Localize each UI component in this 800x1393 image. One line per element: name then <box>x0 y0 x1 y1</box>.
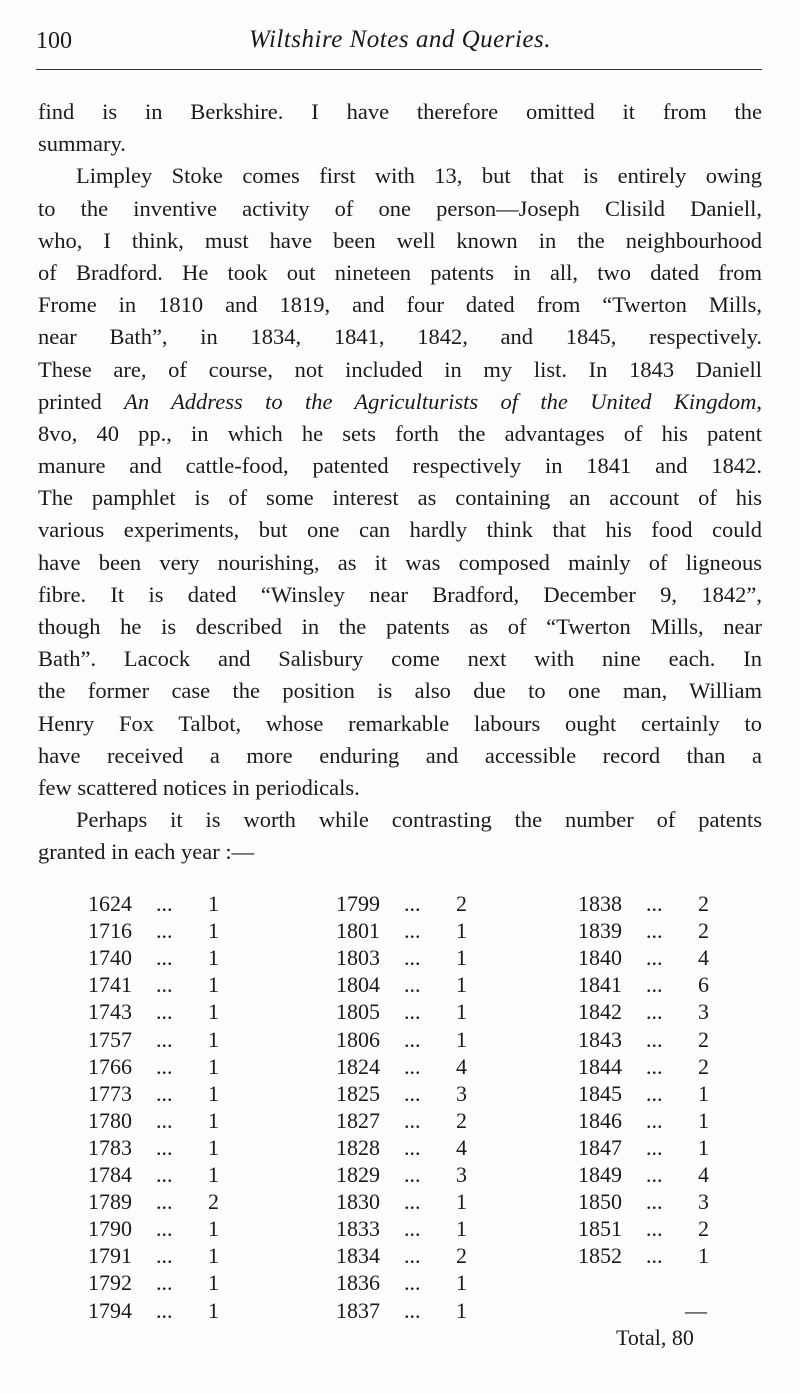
table-row <box>88 1188 228 1215</box>
table-row <box>336 1297 476 1324</box>
year: 1803 <box>336 945 380 971</box>
patent-count: 2 <box>208 1189 219 1215</box>
leader-dots: ... <box>156 1053 173 1079</box>
year: 1828 <box>336 1134 380 1160</box>
patent-count: 1 <box>208 1107 219 1133</box>
leader-dots: ... <box>404 1107 421 1133</box>
table-row <box>336 917 476 944</box>
leader-dots: ... <box>404 1189 421 1215</box>
text-segment: Perhaps it is worth while contrasting the number of patents <box>76 807 762 833</box>
text-segment: Henry Fox Talbot, whose remarkable labours ought certainly to <box>38 710 762 736</box>
text-line <box>38 225 762 257</box>
table-row <box>336 1269 476 1296</box>
leader-dots: ... <box>156 972 173 998</box>
table-row <box>336 1080 476 1107</box>
year: 1825 <box>336 1080 380 1106</box>
body-text <box>38 96 762 869</box>
leader-dots: ... <box>156 999 173 1025</box>
text-segment: Frome in 1810 and 1819, and four dated from “Twerton Mills, <box>38 292 762 318</box>
text-line <box>38 321 762 353</box>
patent-count: 4 <box>456 1134 467 1160</box>
text-segment: granted in each year :— <box>38 839 255 865</box>
patent-count: 1 <box>208 1297 219 1323</box>
patent-count: 1 <box>698 1080 709 1106</box>
table-row <box>88 944 228 971</box>
year: 1801 <box>336 918 380 944</box>
table-row <box>578 1026 718 1053</box>
patent-count: 4 <box>456 1053 467 1079</box>
patent-count: 3 <box>456 1162 467 1187</box>
table-row <box>88 917 228 944</box>
text-segment: find is in Berkshire. I have therefore omitted it from the <box>38 99 762 124</box>
text-segment: 8vo, 40 pp., in which he sets forth the advantages of his patent <box>38 420 762 446</box>
leader-dots: ... <box>646 1189 663 1215</box>
table-row <box>88 1107 228 1134</box>
patent-count: 1 <box>208 999 219 1025</box>
patent-count: 2 <box>698 1026 709 1052</box>
year: 1624 <box>88 891 132 916</box>
leader-dots: ... <box>156 1297 173 1323</box>
year: 1784 <box>88 1162 132 1187</box>
table-row <box>88 1080 228 1107</box>
patent-count: 1 <box>208 1162 219 1187</box>
patent-count: 1 <box>698 1107 709 1133</box>
patent-count: 3 <box>456 1080 467 1106</box>
text-line <box>38 257 762 289</box>
year: 1804 <box>336 972 380 998</box>
patent-count: 1 <box>456 918 467 944</box>
year: 1852 <box>578 1243 622 1269</box>
leader-dots: ... <box>404 891 421 916</box>
text-segment: The pamphlet is of some interest as containing an account of his <box>38 485 762 511</box>
patent-count: 1 <box>456 999 467 1025</box>
table-row <box>578 1134 718 1161</box>
table-row <box>336 1188 476 1215</box>
text-segment: printed <box>38 388 125 414</box>
text-line <box>38 675 762 707</box>
table-row <box>336 1053 476 1080</box>
text-segment: to the inventive activity of one person—Joseph Clisild Daniell, <box>38 195 762 221</box>
text-segment: few scattered notices in periodicals. <box>38 774 360 800</box>
year: 1842 <box>578 999 622 1025</box>
leader-dots: ... <box>646 918 663 944</box>
table-row <box>336 1161 476 1188</box>
leader-dots: ... <box>404 1297 421 1323</box>
year: 1841 <box>578 972 622 998</box>
patent-count: 2 <box>698 1216 709 1242</box>
table-row <box>578 917 718 944</box>
year: 1799 <box>336 891 380 916</box>
leader-dots: ... <box>404 945 421 971</box>
table-row <box>336 1242 476 1269</box>
patent-count: 3 <box>698 999 709 1025</box>
text-segment: These are, of course, not included in my list. In 1843 Daniell <box>38 356 762 382</box>
table-row <box>88 890 228 917</box>
table-row <box>578 1242 718 1269</box>
leader-dots: ... <box>404 1053 421 1079</box>
text-line <box>38 643 762 675</box>
patent-count: 1 <box>456 1026 467 1052</box>
leader-dots: ... <box>646 1134 663 1160</box>
table-row <box>336 944 476 971</box>
patent-count: 1 <box>456 1270 467 1296</box>
year: 1833 <box>336 1216 380 1242</box>
leader-dots: ... <box>404 972 421 998</box>
table-row <box>578 1053 718 1080</box>
text-line <box>38 450 762 482</box>
patent-count: 1 <box>208 1134 219 1160</box>
leader-dots: ... <box>646 891 663 916</box>
text-line <box>38 289 762 321</box>
leader-dots: ... <box>646 1053 663 1079</box>
header-rule <box>36 69 762 70</box>
patent-count: 1 <box>456 972 467 998</box>
patent-count: 1 <box>208 1026 219 1052</box>
patent-count: 6 <box>698 972 709 998</box>
table-row <box>88 1215 228 1242</box>
text-segment: Bath”. Lacock and Salisbury come next with nine each. In <box>38 646 762 672</box>
leader-dots: ... <box>156 1080 173 1106</box>
table-row <box>88 998 228 1025</box>
leader-dots: ... <box>646 999 663 1025</box>
leader-dots: ... <box>646 1162 663 1187</box>
table-row <box>578 998 718 1025</box>
text-segment: summary. <box>38 131 126 157</box>
text-line <box>38 386 762 418</box>
text-segment: though he is described in the patents as of “Twerton Mills, near <box>38 614 762 639</box>
total-rule: — <box>685 1298 707 1323</box>
text-line <box>38 611 762 643</box>
year: 1792 <box>88 1270 132 1296</box>
text-segment: fibre. It is dated “Winsley near Bradford, December 9, 1842”, <box>38 581 762 607</box>
year: 1743 <box>88 999 132 1025</box>
patent-count: 2 <box>698 891 709 916</box>
year: 1846 <box>578 1107 622 1133</box>
year: 1847 <box>578 1134 622 1160</box>
text-line <box>38 772 762 804</box>
patent-count: 1 <box>208 1216 219 1242</box>
total-count: Total, 80 <box>616 1325 694 1350</box>
year: 1716 <box>88 918 132 944</box>
year: 1757 <box>88 1026 132 1052</box>
table-row <box>336 1026 476 1053</box>
patent-count: 1 <box>456 1297 467 1323</box>
year: 1766 <box>88 1053 132 1079</box>
year: 1789 <box>88 1189 132 1215</box>
patent-count: 2 <box>456 1107 467 1133</box>
leader-dots: ... <box>156 945 173 971</box>
page-number: 100 <box>36 28 72 54</box>
year: 1850 <box>578 1189 622 1215</box>
text-segment: , <box>756 388 762 414</box>
text-segment: the former case the position is also due to one man, William <box>38 678 762 704</box>
year: 1843 <box>578 1026 622 1052</box>
year: 1849 <box>578 1162 622 1187</box>
leader-dots: ... <box>156 1162 173 1187</box>
patent-count: 1 <box>456 1216 467 1242</box>
table-row <box>88 1297 228 1324</box>
leader-dots: ... <box>404 999 421 1025</box>
table-row <box>88 971 228 998</box>
table-row <box>336 1134 476 1161</box>
patent-count: 4 <box>698 1162 709 1187</box>
year: 1838 <box>578 891 622 916</box>
table-row <box>578 971 718 998</box>
text-segment: have received a more enduring and accessible record than a <box>38 742 762 768</box>
year: 1805 <box>336 999 380 1025</box>
text-segment: who, I think, must have been well known in the neighbourhood <box>38 227 762 253</box>
patent-count: 1 <box>208 1080 219 1106</box>
text-segment: of Bradford. He took out nineteen patents in all, two dated from <box>38 259 762 285</box>
patent-count: 1 <box>208 972 219 998</box>
year: 1806 <box>336 1026 380 1052</box>
table-row <box>88 1161 228 1188</box>
italic-title: An Address to the Agriculturists of the United Kingdom <box>124 388 757 414</box>
text-line <box>38 418 762 450</box>
patent-count: 1 <box>698 1243 709 1269</box>
table-row <box>336 1107 476 1134</box>
table-row <box>578 1215 718 1242</box>
patent-count: 1 <box>208 918 219 944</box>
patent-count: 1 <box>698 1134 709 1160</box>
year: 1741 <box>88 972 132 998</box>
text-line <box>38 804 762 836</box>
leader-dots: ... <box>646 1107 663 1133</box>
patent-count: 1 <box>208 891 219 916</box>
year: 1829 <box>336 1162 380 1187</box>
year: 1837 <box>336 1297 380 1323</box>
patent-count: 1 <box>456 945 467 971</box>
table-row <box>336 890 476 917</box>
year: 1844 <box>578 1053 622 1079</box>
leader-dots: ... <box>646 945 663 971</box>
text-line <box>38 128 762 160</box>
leader-dots: ... <box>404 1080 421 1106</box>
table-row <box>336 998 476 1025</box>
patent-count: 3 <box>698 1189 709 1215</box>
text-segment: manure and cattle-food, patented respectively in 1841 and 1842. <box>38 453 762 479</box>
text-line <box>38 579 762 611</box>
table-row <box>88 1134 228 1161</box>
leader-dots: ... <box>156 1216 173 1242</box>
table-row <box>88 1242 228 1269</box>
leader-dots: ... <box>156 1243 173 1269</box>
text-line <box>38 96 762 128</box>
leader-dots: ... <box>646 972 663 998</box>
table-row <box>578 1080 718 1107</box>
text-line <box>38 514 762 546</box>
year: 1740 <box>88 945 132 971</box>
year: 1845 <box>578 1080 622 1106</box>
year: 1839 <box>578 918 622 944</box>
text-line <box>38 354 762 386</box>
leader-dots: ... <box>156 891 173 916</box>
leader-dots: ... <box>404 1134 421 1160</box>
patent-count: 2 <box>698 1053 709 1079</box>
year: 1830 <box>336 1189 380 1215</box>
patent-count: 1 <box>208 1053 219 1079</box>
year: 1824 <box>336 1053 380 1079</box>
leader-dots: ... <box>646 1080 663 1106</box>
year: 1834 <box>336 1243 380 1269</box>
year: 1791 <box>88 1243 132 1269</box>
patent-count: 4 <box>698 945 709 971</box>
leader-dots: ... <box>404 1162 421 1187</box>
text-segment: various experiments, but one can hardly think that his food could <box>38 517 762 543</box>
text-line <box>38 193 762 225</box>
leader-dots: ... <box>404 1026 421 1052</box>
text-segment: near Bath”, in 1834, 1841, 1842, and 1845, respectively. <box>38 324 762 350</box>
patent-count: 1 <box>456 1189 467 1215</box>
year: 1783 <box>88 1134 132 1160</box>
journal-title: Wiltshire Notes and Queries. <box>249 26 551 53</box>
leader-dots: ... <box>404 1270 421 1296</box>
text-line <box>38 708 762 740</box>
table-row <box>578 1188 718 1215</box>
table-row <box>578 1161 718 1188</box>
text-line <box>38 740 762 772</box>
patent-count: 1 <box>208 945 219 971</box>
table-row <box>336 971 476 998</box>
patent-count: 2 <box>456 891 467 916</box>
text-segment: Limpley Stoke comes first with 13, but that is entirely owing <box>76 163 762 189</box>
year: 1790 <box>88 1216 132 1242</box>
table-row <box>88 1053 228 1080</box>
year: 1851 <box>578 1216 622 1242</box>
leader-dots: ... <box>156 1026 173 1052</box>
text-line <box>38 482 762 514</box>
patent-count: 2 <box>456 1243 467 1269</box>
year: 1840 <box>578 945 622 971</box>
leader-dots: ... <box>156 1107 173 1133</box>
table-row <box>578 890 718 917</box>
text-segment: have been very nourishing, as it was composed mainly of ligneous <box>38 549 762 575</box>
text-line <box>38 836 762 868</box>
year: 1836 <box>336 1270 380 1296</box>
leader-dots: ... <box>404 1216 421 1242</box>
patent-count: 2 <box>698 918 709 944</box>
leader-dots: ... <box>646 1026 663 1052</box>
patent-count: 1 <box>208 1270 219 1296</box>
leader-dots: ... <box>646 1243 663 1269</box>
table-row <box>336 1215 476 1242</box>
year: 1794 <box>88 1297 132 1323</box>
year: 1827 <box>336 1107 380 1133</box>
year: 1780 <box>88 1107 132 1133</box>
leader-dots: ... <box>156 1189 173 1215</box>
table-row <box>88 1026 228 1053</box>
text-line <box>38 160 762 192</box>
year: 1773 <box>88 1080 132 1106</box>
table-row <box>578 944 718 971</box>
text-line <box>38 547 762 579</box>
leader-dots: ... <box>156 1270 173 1296</box>
leader-dots: ... <box>646 1216 663 1242</box>
leader-dots: ... <box>404 1243 421 1269</box>
leader-dots: ... <box>156 1134 173 1160</box>
leader-dots: ... <box>156 918 173 944</box>
patent-count: 1 <box>208 1243 219 1269</box>
table-row <box>578 1107 718 1134</box>
leader-dots: ... <box>404 918 421 944</box>
table-row <box>88 1269 228 1296</box>
